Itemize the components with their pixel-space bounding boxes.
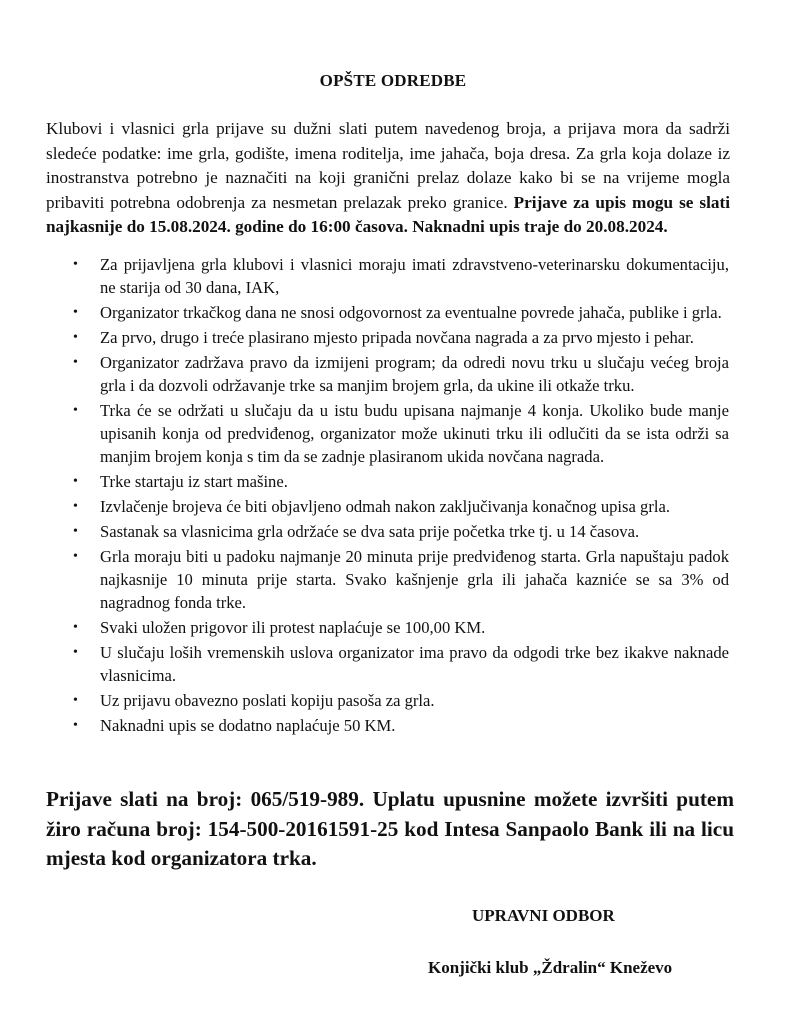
document-title: OPŠTE ODREDBE bbox=[319, 71, 467, 90]
rule-item bbox=[0, 399, 729, 468]
bullet-icon: • bbox=[73, 645, 78, 660]
rule-text: Organizator trkačkog dana ne snosi odgovornost za eventualne povrede jahača, publike i grla. bbox=[100, 303, 722, 322]
intro-deadline-text: Prijave za upis mogu se slati najkasnije do 15.08.2024. godine do 16:00 časova. Naknadni upis traje do 20.08.2024. bbox=[46, 192, 730, 236]
bullet-icon: • bbox=[73, 330, 78, 345]
rule-item bbox=[0, 495, 729, 518]
rule-text: Trka će se održati u slučaju da u istu budu upisana najmanje 4 konja. Ukoliko bude manje upisanih konja od predviđenog, organizator može ukinuti trku ili odlučiti da se ista održi sa manjim brojem konja s tim da se zadnje plasiranom ukida novčana nagrada. bbox=[100, 401, 729, 466]
rule-item bbox=[0, 641, 729, 687]
rule-item bbox=[0, 301, 729, 324]
rule-text: U slučaju loših vremenskih uslova organizator ima pravo da odgodi trke bez ikakve naknade vlasnicima. bbox=[100, 643, 729, 685]
bullet-icon: • bbox=[73, 355, 78, 370]
bullet-icon: • bbox=[73, 499, 78, 514]
rule-text: Grla moraju biti u padoku najmanje 20 minuta prije predviđenog starta. Grla napuštaju padok najkasnije 10 minuta prije starta. Svako kašnjenje grla ili jahača kazniće se sa 3% od nagradnog fonda trke. bbox=[100, 547, 729, 612]
rule-text: Naknadni upis se dodatno naplaćuje 50 KM. bbox=[100, 716, 396, 735]
bullet-icon: • bbox=[73, 305, 78, 320]
rule-text: Za prijavljena grla klubovi i vlasnici moraju imati zdravstveno-veterinarsku dokumentaciju, ne starija od 30 dana, IAK, bbox=[100, 255, 729, 297]
rule-item bbox=[0, 253, 729, 299]
bullet-icon: • bbox=[73, 693, 78, 708]
bullet-icon: • bbox=[73, 718, 78, 733]
signature-board: UPRAVNI ODBOR bbox=[472, 906, 615, 925]
bullet-icon: • bbox=[73, 620, 78, 635]
rule-item bbox=[0, 714, 729, 737]
bullet-icon: • bbox=[73, 549, 78, 564]
rule-text: Svaki uložen prigovor ili protest naplaćuje se 100,00 KM. bbox=[100, 618, 486, 637]
rule-text: Za prvo, drugo i treće plasirano mjesto pripada novčana nagrada a za prvo mjesto i pehar. bbox=[100, 328, 694, 347]
rules-list bbox=[0, 253, 786, 739]
rule-text: Izvlačenje brojeva će biti objavljeno odmah nakon zaključivanja konačnog upisa grla. bbox=[100, 497, 670, 516]
rule-item bbox=[0, 520, 729, 543]
rule-item bbox=[0, 326, 729, 349]
intro-paragraph bbox=[46, 117, 730, 240]
bullet-icon: • bbox=[73, 474, 78, 489]
rule-text: Organizator zadržava pravo da izmijeni program; da odredi novu trku u slučaju većeg broja grla i da dozvoli održavanje trke sa manjim brojem grla, da ukine ili otkaže trku. bbox=[100, 353, 729, 395]
rule-text: Trke startaju iz start mašine. bbox=[100, 472, 288, 491]
rule-item bbox=[0, 351, 729, 397]
rule-item bbox=[0, 616, 729, 639]
rule-item bbox=[0, 470, 729, 493]
bullet-icon: • bbox=[73, 403, 78, 418]
rule-item bbox=[0, 689, 729, 712]
rule-text: Uz prijavu obavezno poslati kopiju pasoša za grla. bbox=[100, 691, 435, 710]
signature-club: Konjički klub „Ždralin“ Kneževo bbox=[428, 958, 673, 977]
rule-text: Sastanak sa vlasnicima grla održaće se dva sata prije početka trke tj. u 14 časova. bbox=[100, 522, 640, 541]
bullet-icon: • bbox=[73, 257, 78, 272]
rule-item bbox=[0, 545, 729, 614]
payment-notice: Prijave slati na broj: 065/519-989. Uplatu upusnine možete izvršiti putem žiro računa broj: 154-500-20161591-25 kod Intesa Sanpaolo Bank ili na licu mjesta kod organizatora trka. bbox=[46, 787, 734, 870]
bullet-icon: • bbox=[73, 524, 78, 539]
intro-text: Klubovi i vlasnici grla prijave su dužni slati putem navedenog broja, a prijava mora da sadrži sledeće podatke: ime grla, godište, imena roditelja, ime jahača, boja dresa. Za grla koja dolaze iz inostranstva potrebno je naznačiti na koji granični prelaz dolaze kako bi se na vrijeme mogla pribaviti potrebna odobrenja za nesmetan prelazak preko granice. bbox=[46, 119, 730, 212]
